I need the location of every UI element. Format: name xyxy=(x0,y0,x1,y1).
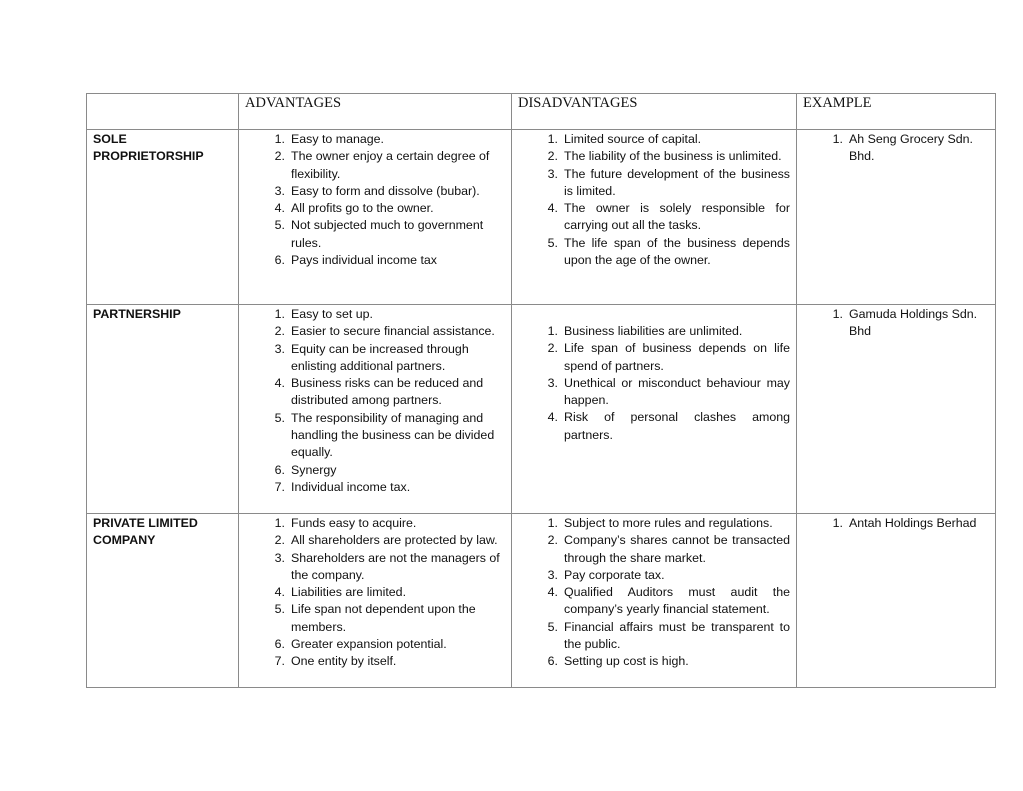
row-sole-proprietorship xyxy=(87,130,996,305)
disadvantages-list xyxy=(512,305,796,444)
advantages-list xyxy=(239,305,511,496)
example-cell xyxy=(797,130,996,305)
header-disadvantages: DISADVANTAGES xyxy=(512,94,797,130)
list-item: 3. The future development of the business is limited. xyxy=(547,166,790,198)
list-item: 3. Shareholders are not the managers of the company. xyxy=(274,550,500,582)
header-row xyxy=(87,94,996,130)
list-item: 1. Ah Seng Grocery Sdn. Bhd. xyxy=(832,132,973,164)
list-item: 3. Easy to form and dissolve (bubar). xyxy=(274,183,480,198)
comparison-table xyxy=(86,93,996,688)
header-advantages: ADVANTAGES xyxy=(239,94,512,130)
list-item: 1. Gamuda Holdings Sdn. Bhd xyxy=(832,307,978,339)
list-item: 1. Business liabilities are unlimited. xyxy=(547,324,743,338)
example-list xyxy=(797,514,995,532)
advantages-list xyxy=(239,514,511,671)
list-item: 6. Setting up cost is high. xyxy=(547,654,689,669)
list-item: 1. Antah Holdings Berhad xyxy=(832,516,977,530)
list-item: 1. Funds easy to acquire. xyxy=(274,516,417,530)
list-item: 1. Subject to more rules and regulations. xyxy=(547,516,773,530)
disadvantages-cell xyxy=(512,130,797,305)
list-item: 4. The owner is solely responsible for carrying out all the tasks. xyxy=(547,201,790,233)
list-item: 6. Synergy xyxy=(274,462,337,477)
list-item: 3. Equity can be increased through enlisting additional partners. xyxy=(274,341,469,373)
business-type-label: PRIVATE LIMITED COMPANY xyxy=(87,514,239,688)
list-item: 7. One entity by itself. xyxy=(274,654,397,669)
list-item: 5. The responsibility of managing and handling the business can be divided equally. xyxy=(274,410,495,460)
list-item: 4. All profits go to the owner. xyxy=(274,201,434,216)
list-item: 3. Unethical or misconduct behaviour may happen. xyxy=(547,375,790,408)
list-item: 2. All shareholders are protected by law. xyxy=(274,533,498,548)
example-list xyxy=(797,130,995,166)
advantages-cell xyxy=(239,514,512,688)
example-list xyxy=(797,305,995,341)
advantages-cell xyxy=(239,130,512,305)
list-item: 1. Easy to set up. xyxy=(274,307,373,321)
header-blank xyxy=(87,94,239,130)
disadvantages-list xyxy=(512,514,796,671)
disadvantages-cell xyxy=(512,305,797,514)
list-item: 2. Life span of business depends on life spend of partners. xyxy=(547,341,790,373)
header-example: EXAMPLE xyxy=(797,94,996,130)
list-item: 5. Financial affairs must be transparent to the public. xyxy=(547,619,790,652)
advantages-cell xyxy=(239,305,512,514)
list-item: 1. Easy to manage. xyxy=(274,132,384,146)
row-partnership xyxy=(87,305,996,514)
list-item: 5. The life span of the business depends upon the age of the owner. xyxy=(547,235,790,268)
list-item: 6. Pays individual income tax xyxy=(274,253,438,268)
list-item: 6. Greater expansion potential. xyxy=(274,637,447,652)
list-item: 2. Easier to secure financial assistance. xyxy=(274,324,495,339)
disadvantages-cell xyxy=(512,514,797,688)
list-item: 2. Company’s shares cannot be transacted through the share market. xyxy=(547,533,790,565)
list-item: 2. The liability of the business is unlimited. xyxy=(547,149,782,164)
list-item: 4. Risk of personal clashes among partners. xyxy=(547,410,790,442)
business-type-label: SOLE PROPRIETORSHIP xyxy=(87,130,239,305)
list-item: 2. The owner enjoy a certain degree of flexibility. xyxy=(274,149,490,181)
list-item: 7. Individual income tax. xyxy=(274,479,411,494)
list-item: 3. Pay corporate tax. xyxy=(547,567,665,582)
business-type-label: PARTNERSHIP xyxy=(87,305,239,514)
example-cell xyxy=(797,514,996,688)
list-item: 4. Business risks can be reduced and distributed among partners. xyxy=(274,376,484,408)
row-private-limited-company xyxy=(87,514,996,688)
list-item: 1. Limited source of capital. xyxy=(547,132,702,146)
list-item: 4. Qualified Auditors must audit the company’s yearly financial statement. xyxy=(547,585,790,617)
advantages-list xyxy=(239,130,511,269)
list-item: 5. Life span not dependent upon the members. xyxy=(274,602,476,634)
example-cell xyxy=(797,305,996,514)
list-item: 5. Not subjected much to government rules. xyxy=(274,218,484,250)
list-item: 4. Liabilities are limited. xyxy=(274,585,407,600)
disadvantages-list xyxy=(512,130,796,269)
